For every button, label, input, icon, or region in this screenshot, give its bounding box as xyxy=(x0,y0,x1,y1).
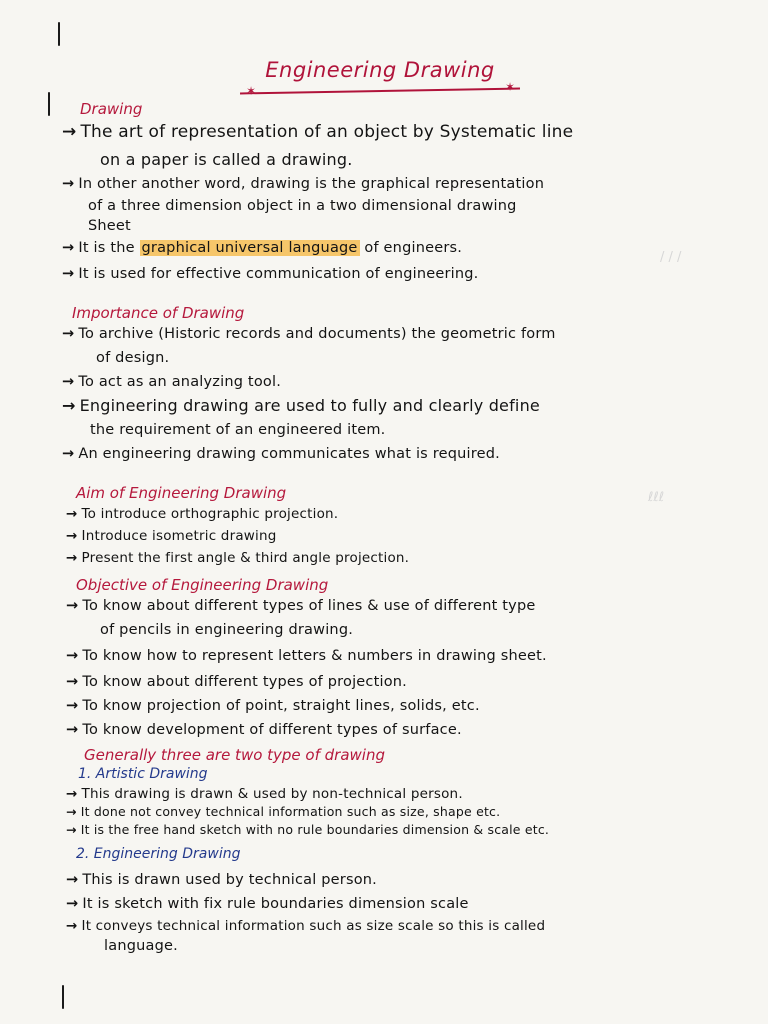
text-line: → It is the graphical universal language of engineers. xyxy=(62,240,463,256)
text-line: of a three dimension object in a two dimensional drawing xyxy=(88,198,517,214)
text-line: → Engineering drawing are used to fully and clearly define xyxy=(62,396,540,415)
text-line: of pencils in engineering drawing. xyxy=(100,622,354,638)
star-icon: ✶ xyxy=(505,80,516,94)
text-line: → It is used for effective communication of engineering. xyxy=(62,266,479,282)
section-heading-drawing: Drawing xyxy=(80,100,143,118)
section-heading-aim: Aim of Engineering Drawing xyxy=(76,484,287,502)
star-icon: ✶ xyxy=(246,84,257,98)
text-line: language. xyxy=(104,938,178,954)
text-line: → To archive (Historic records and documents) the geometric form xyxy=(62,326,556,342)
text-line: → This drawing is drawn & used by non-technical person. xyxy=(66,786,463,802)
bleed-through-mark: / / / xyxy=(660,250,682,265)
text-line: → To know projection of point, straight lines, solids, etc. xyxy=(66,698,480,714)
subheading-artistic: 1. Artistic Drawing xyxy=(78,766,208,782)
text-line: the requirement of an engineered item. xyxy=(90,422,386,438)
text-line: → It conveys technical information such as size scale so this is called xyxy=(66,918,546,934)
text-line: → In other another word, drawing is the graphical representation xyxy=(62,176,545,192)
text-line: → To know about different types of lines & use of different type xyxy=(66,598,536,614)
section-heading-importance: Importance of Drawing xyxy=(72,304,245,322)
margin-mark xyxy=(62,985,64,1009)
text-line: → To act as an analyzing tool. xyxy=(62,374,281,390)
text-line: → This is drawn used by technical person. xyxy=(66,872,377,888)
page-title: Engineering Drawing xyxy=(265,58,495,82)
text-line: → It is the free hand sketch with no rule boundaries dimension & scale etc. xyxy=(66,822,550,837)
text-line: → To know about different types of projection. xyxy=(66,674,407,690)
text-line: → It is sketch with fix rule boundaries dimension scale xyxy=(66,896,469,912)
text-line: → An engineering drawing communicates what is required. xyxy=(62,446,500,462)
text-line: Sheet xyxy=(88,218,131,234)
section-heading-objective: Objective of Engineering Drawing xyxy=(76,576,329,594)
text-line: → To know how to represent letters & numbers in drawing sheet. xyxy=(66,648,547,664)
margin-mark xyxy=(48,92,50,116)
text-line: of design. xyxy=(96,350,170,366)
text-line: on a paper is called a drawing. xyxy=(100,150,353,169)
text-line: → To know development of different types of surface. xyxy=(66,722,462,738)
margin-mark xyxy=(58,22,60,46)
text-line: → It done not convey technical information such as size, shape etc. xyxy=(66,804,501,819)
bleed-through-mark: ℓℓℓ xyxy=(648,490,665,505)
text-line: → To introduce orthographic projection. xyxy=(66,506,339,522)
text-line: → Present the first angle & third angle projection. xyxy=(66,550,410,566)
text-line: → The art of representation of an object by Systematic line xyxy=(62,122,574,142)
text-line: → Introduce isometric drawing xyxy=(66,528,277,544)
highlighted-phrase: graphical universal language xyxy=(141,240,358,256)
title-underline xyxy=(240,88,520,95)
subheading-engineering: 2. Engineering Drawing xyxy=(76,846,241,862)
section-heading-types: Generally three are two type of drawing xyxy=(84,746,386,764)
